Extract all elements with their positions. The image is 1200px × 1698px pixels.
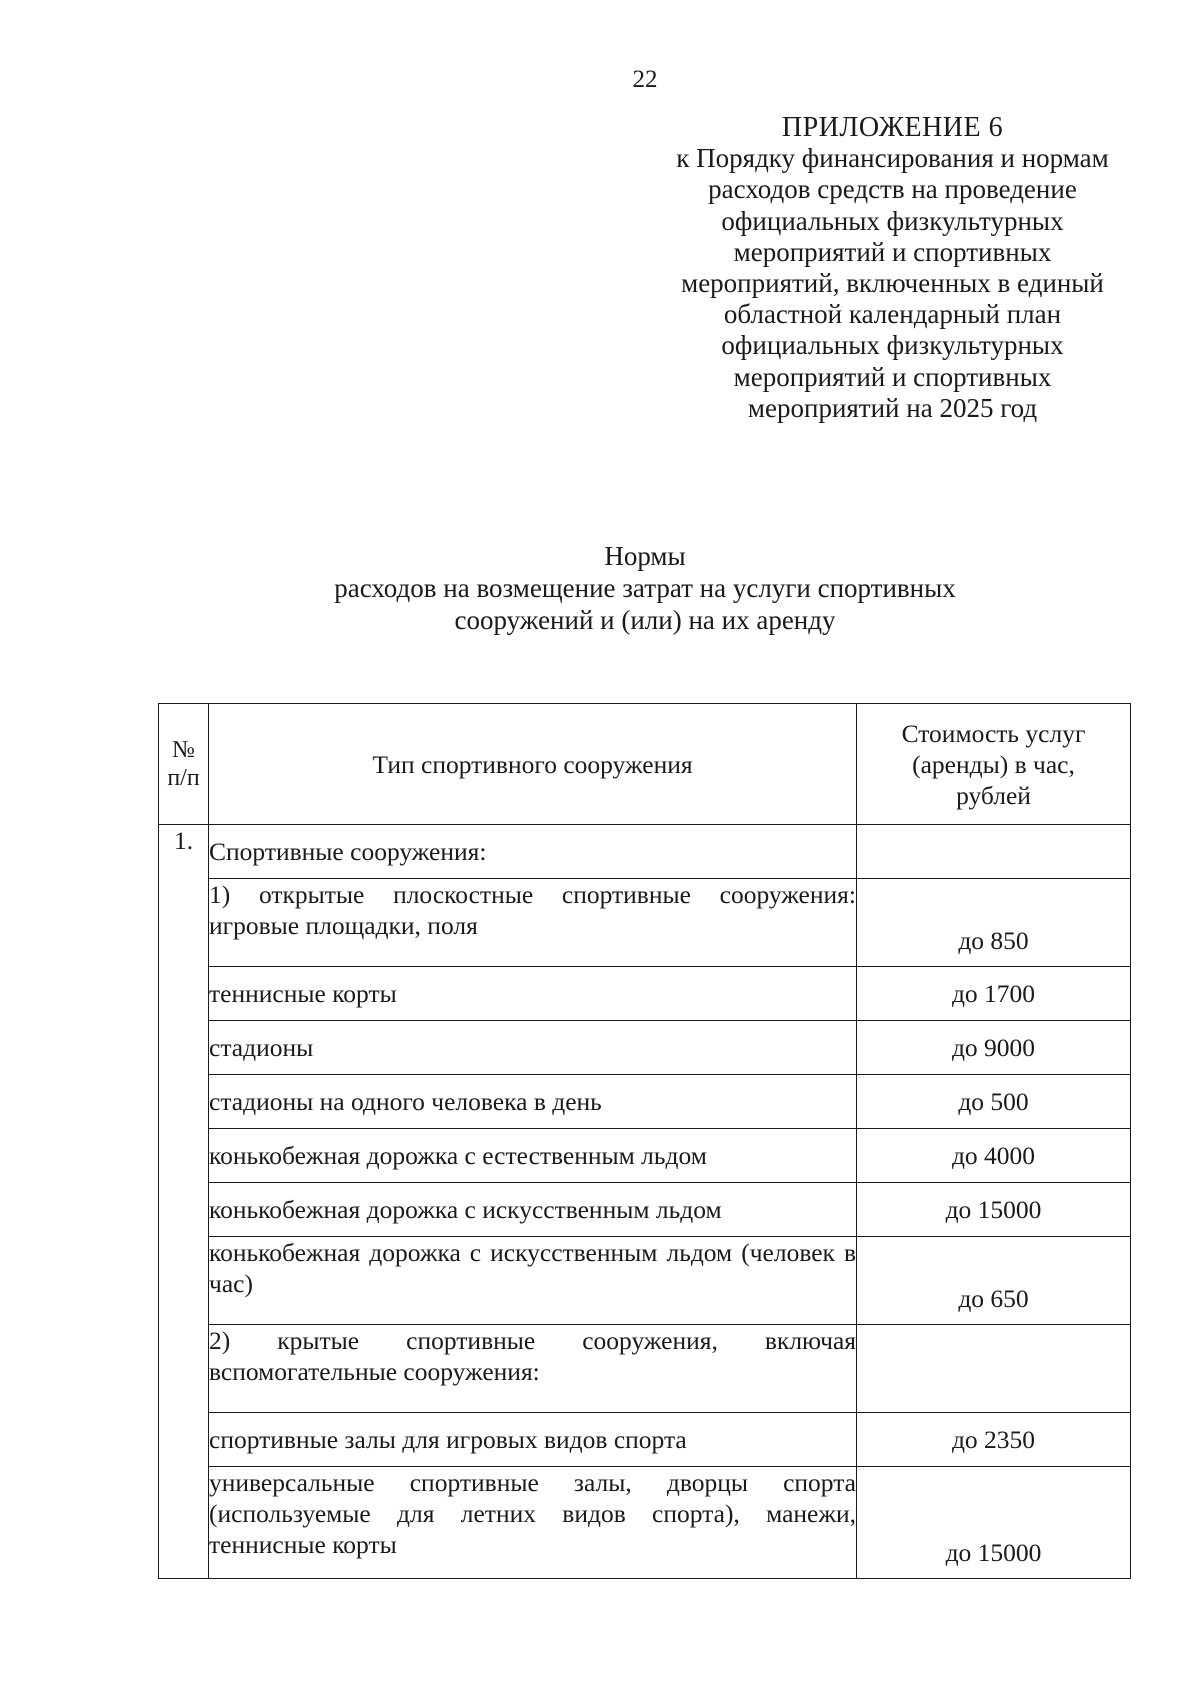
table-row — [159, 1129, 1131, 1183]
facility-type: стадионы — [209, 1021, 857, 1075]
table-header-row — [159, 704, 1131, 825]
facility-type: конькобежная дорожка с искусственным льдом — [209, 1183, 857, 1237]
header-cost-cell — [857, 704, 1131, 825]
facility-type: спортивные залы для игровых видов спорта — [209, 1413, 857, 1467]
facility-type: конькобежная дорожка с естественным льдом — [209, 1129, 857, 1183]
facility-type: Спортивные сооружения: — [209, 825, 857, 879]
appendix-line: мероприятий, включенных в единый — [681, 268, 1104, 299]
page-number: 22 — [632, 66, 658, 93]
appendix-line: мероприятий и спортивных — [733, 236, 1052, 267]
header-number-abbr: п/п — [167, 765, 200, 791]
header-cost-line: Стоимость услуг — [901, 718, 1086, 748]
appendix-line: к Порядку финансирования и нормам — [676, 143, 1109, 174]
appendix-line: мероприятий на 2025 год — [747, 392, 1038, 423]
facility-cost: до 4000 — [857, 1129, 1131, 1183]
facility-cost: до 15000 — [857, 1183, 1131, 1237]
appendix-line: официальных физкультурных — [721, 205, 1064, 236]
table-row — [159, 879, 1131, 967]
norms-title — [0, 540, 1200, 636]
table-row — [159, 1021, 1131, 1075]
facility-cost: до 1700 — [857, 967, 1131, 1021]
facility-type: 2) крытые спортивные сооружения, включая вспомогательные сооружения: — [209, 1325, 857, 1413]
appendix-heading — [655, 112, 1130, 424]
table-row — [159, 825, 1131, 879]
row-number: 1. — [159, 825, 209, 1579]
facility-cost — [857, 1325, 1131, 1413]
table-row — [159, 1075, 1131, 1129]
header-number-sign: № — [172, 737, 195, 763]
norms-title-line: расходов на возмещение затрат на услуги спортивных — [334, 573, 956, 603]
facility-type: 1) открытые плоскостные спортивные сооружения: игровые площадки, поля — [209, 879, 857, 967]
appendix-line: официальных физкультурных — [721, 330, 1064, 361]
facility-cost: до 2350 — [857, 1413, 1131, 1467]
facility-cost: до 500 — [857, 1075, 1131, 1129]
appendix-title: ПРИЛОЖЕНИЕ 6 — [781, 112, 1004, 143]
appendix-line: расходов средств на проведение — [708, 174, 1077, 205]
table-row — [159, 1467, 1131, 1579]
table-row — [159, 967, 1131, 1021]
table-row — [159, 1237, 1131, 1325]
facility-cost: до 15000 — [857, 1467, 1131, 1579]
appendix-line: областной календарный план — [723, 299, 1062, 330]
facility-type: конькобежная дорожка с искусственным льдом (человек в час) — [209, 1237, 857, 1325]
norms-title-line: сооружений и (или) на их аренду — [454, 605, 836, 635]
header-type-cell: Тип спортивного сооружения — [209, 704, 857, 825]
facility-type: стадионы на одного человека в день — [209, 1075, 857, 1129]
header-number-cell — [159, 704, 209, 825]
facility-type: теннисные корты — [209, 967, 857, 1021]
table-row — [159, 1183, 1131, 1237]
facility-cost — [857, 825, 1131, 879]
facility-type: универсальные спортивные залы, дворцы спорта (используемые для летних видов спорта), манежи, теннисные корты — [209, 1467, 857, 1579]
norms-title-line: Нормы — [604, 541, 686, 571]
table-row — [159, 1325, 1131, 1413]
header-cost-line: (аренды) в час, — [912, 749, 1075, 779]
facility-cost: до 650 — [857, 1237, 1131, 1325]
rates-table — [158, 703, 1131, 1579]
header-cost-line: рублей — [956, 780, 1031, 810]
appendix-line: мероприятий и спортивных — [733, 361, 1052, 392]
table-row — [159, 1413, 1131, 1467]
facility-cost: до 850 — [857, 879, 1131, 967]
facility-cost: до 9000 — [857, 1021, 1131, 1075]
